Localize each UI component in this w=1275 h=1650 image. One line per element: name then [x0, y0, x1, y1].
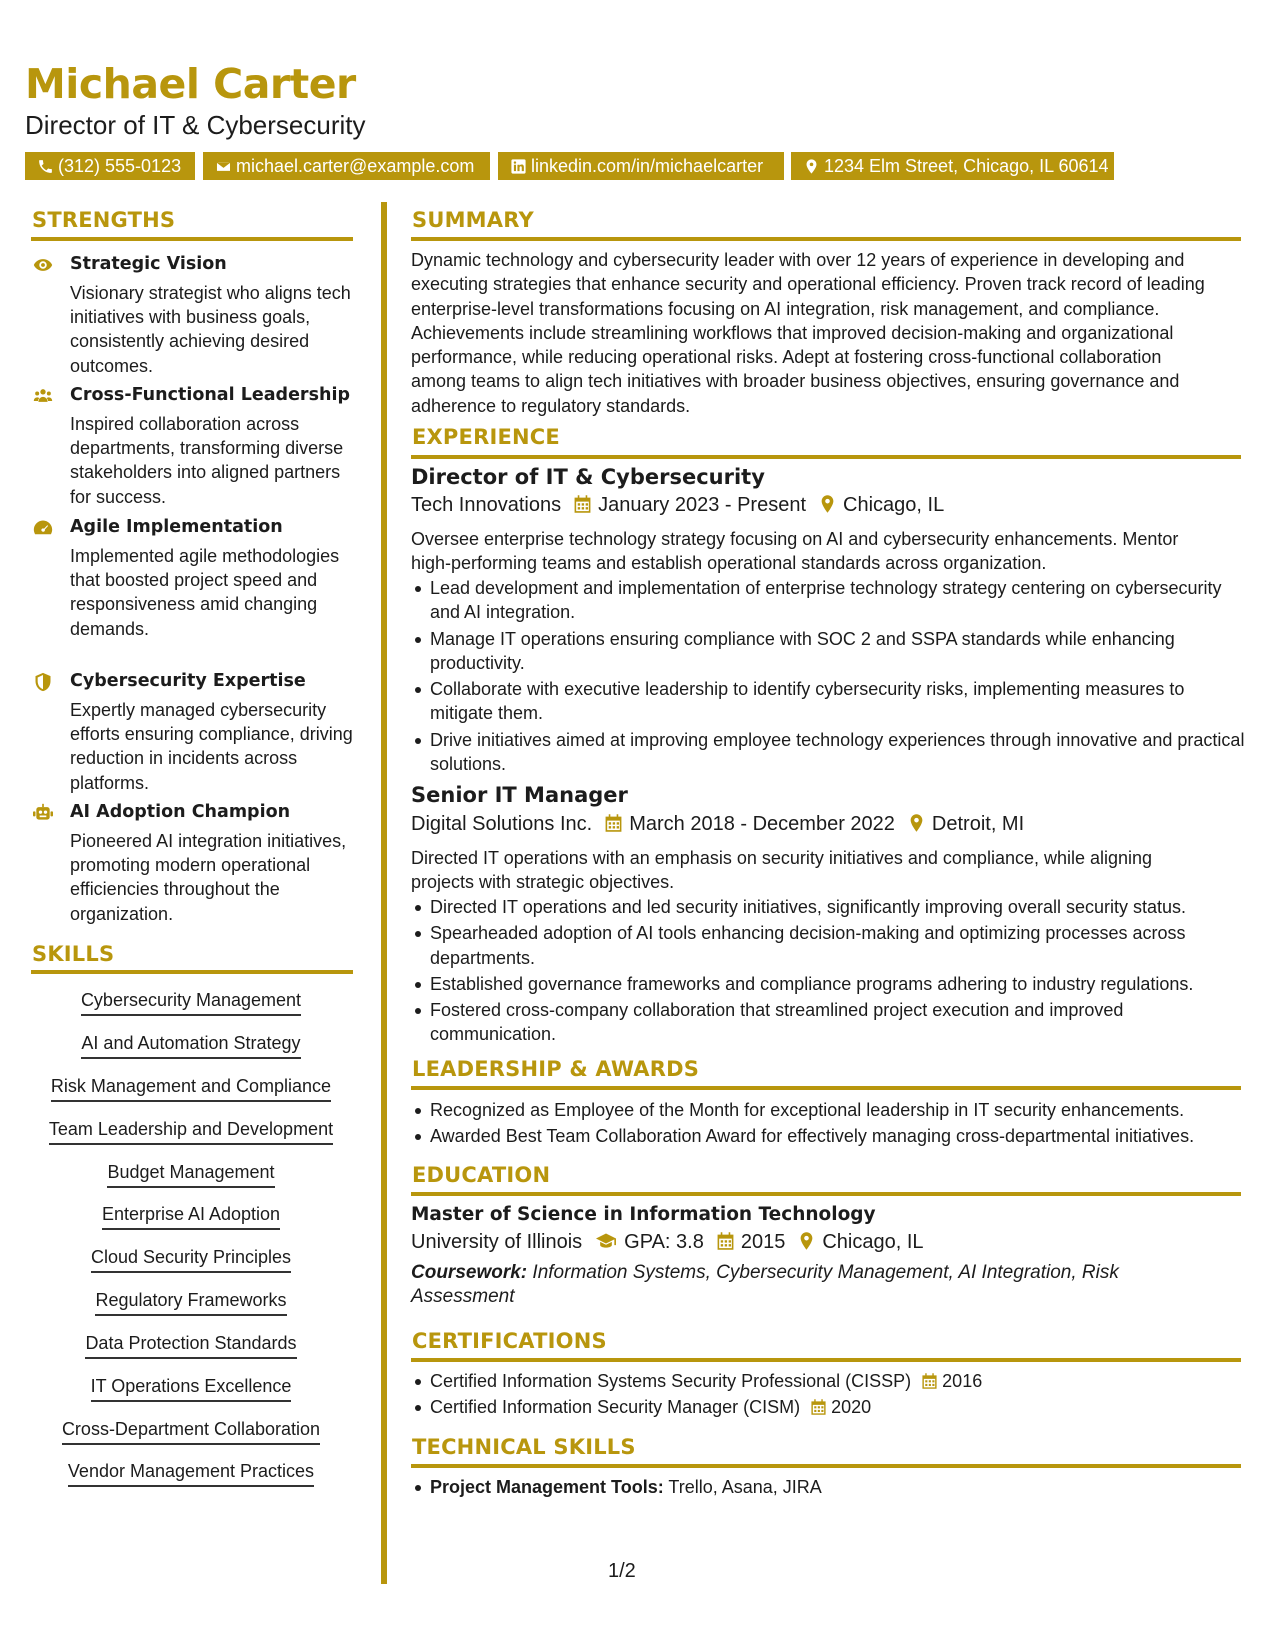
- education-rule: [411, 1192, 1241, 1196]
- users-icon: [32, 386, 56, 408]
- calendar-icon: [716, 1231, 735, 1251]
- technical-skill-item: [430, 1475, 1250, 1499]
- certification-name: Certified Information Systems Security Professional (CISSP): [430, 1371, 912, 1391]
- coursework-label: Coursework:: [411, 1262, 528, 1283]
- certifications-list: [411, 1369, 1250, 1422]
- phone-pill[interactable]: [25, 152, 195, 180]
- shield-icon: [32, 672, 56, 694]
- education-meta: [411, 1231, 924, 1254]
- skill-item: Vendor Management Practices: [32, 1461, 350, 1487]
- certifications-rule: [411, 1358, 1241, 1362]
- job-location: Detroit, MI: [931, 813, 1025, 835]
- technical-skill-label: Project Management Tools:: [430, 1477, 664, 1497]
- skill-item: Cross-Department Collaboration: [32, 1419, 350, 1445]
- address-text: 1234 Elm Street, Chicago, IL 60614: [824, 156, 1109, 176]
- summary-text: Dynamic technology and cybersecurity leader with over 12 years of experience in developing and executing strategies that enhance security and operational efficiency. Proven track record of leading enterprise-level transformations focusing on AI integration, risk management, and compliance. Achievements include streamlining workflows that improved decision-making and organizational performance, while reducing operational risks. Adept at fostering cross-functional collaboration among teams to align tech initiatives with broader business objectives, ensuring governance and adherence to regulatory standards.: [411, 250, 1205, 416]
- certifications-heading: CERTIFICATIONS: [412, 1329, 607, 1353]
- skills-rule: [31, 970, 353, 974]
- graduation-cap-icon: [594, 1231, 618, 1251]
- linkedin-pill[interactable]: [498, 152, 784, 180]
- calendar-icon: [604, 813, 623, 833]
- phone-text: (312) 555-0123: [58, 156, 182, 176]
- skill-item: Data Protection Standards: [32, 1333, 350, 1359]
- strength-title: AI Adoption Champion: [70, 802, 291, 822]
- skill-item: IT Operations Excellence: [32, 1376, 350, 1402]
- candidate-title: Director of IT & Cybersecurity: [25, 110, 366, 140]
- job-dates: January 2023 - Present: [598, 494, 807, 516]
- candidate-name: Michael Carter: [25, 60, 356, 108]
- job-meta: [411, 494, 944, 517]
- linkedin-icon: [510, 158, 527, 175]
- technical-skill-value: Trello, Asana, JIRA: [668, 1477, 822, 1497]
- envelope-icon: [215, 158, 232, 175]
- coursework-text: Information Systems, Cybersecurity Management, AI Integration, Risk Assessment: [411, 1262, 1119, 1307]
- skill-item: Team Leadership and Development: [32, 1119, 350, 1145]
- job-title: Director of IT & Cybersecurity: [411, 465, 765, 489]
- experience-rule: [411, 455, 1241, 459]
- job-location: Chicago, IL: [843, 494, 945, 516]
- map-pin-icon: [818, 494, 837, 514]
- job-title: Senior IT Manager: [411, 783, 628, 807]
- bullet-item: Collaborate with executive leadership to identify cybersecurity risks, implementing measures to mitigate them.: [430, 677, 1250, 726]
- school-name: University of Illinois: [411, 1231, 583, 1253]
- strength-desc: Visionary strategist who aligns tech initiatives with business goals, consistently achieving desired outcomes.: [70, 283, 351, 376]
- bullet-item: Spearheaded adoption of AI tools enhancing decision-making and optimizing processes across departments.: [430, 921, 1250, 970]
- company-name: Digital Solutions Inc.: [411, 813, 593, 835]
- calendar-icon: [810, 1398, 827, 1416]
- bullet-item: Directed IT operations and led security initiatives, significantly improving overall security status.: [430, 895, 1250, 919]
- skill-item: AI and Automation Strategy: [32, 1033, 350, 1059]
- map-pin-icon: [907, 813, 926, 833]
- skill-item: Enterprise AI Adoption: [32, 1204, 350, 1230]
- email-text: michael.carter@example.com: [236, 156, 475, 176]
- bullet-item: Manage IT operations ensuring compliance with SOC 2 and SSPA standards while enhancing productivity.: [430, 627, 1250, 676]
- job-dates: March 2018 - December 2022: [629, 813, 895, 835]
- awards-list: [411, 1098, 1250, 1151]
- calendar-icon: [921, 1372, 938, 1390]
- technical-skills-heading: TECHNICAL SKILLS: [412, 1435, 636, 1459]
- strength-desc: Pioneered AI integration initiatives, promoting modern operational efficiencies throughout the organization.: [70, 831, 347, 924]
- certification-year: 2020: [831, 1397, 872, 1418]
- robot-icon: [32, 803, 56, 825]
- awards-heading: LEADERSHIP & AWARDS: [412, 1057, 700, 1081]
- phone-icon: [37, 158, 54, 175]
- coursework: [411, 1261, 1151, 1309]
- certification-item: [430, 1395, 1250, 1419]
- bullet-item: Established governance frameworks and compliance programs adhering to industry regulations.: [430, 972, 1250, 996]
- strength-title: Strategic Vision: [70, 254, 227, 274]
- job-bullets: [411, 895, 1250, 1049]
- page-number: 1/2: [608, 1560, 636, 1582]
- strength-desc: Implemented agile methodologies that boosted project speed and responsiveness amid changing demands.: [70, 546, 340, 639]
- strengths-heading: STRENGTHS: [32, 208, 176, 232]
- bullet-item: Fostered cross-company collaboration that streamlined project execution and improved communication.: [430, 998, 1250, 1047]
- email-pill[interactable]: [203, 152, 490, 180]
- degree: Master of Science in Information Technology: [411, 1204, 876, 1225]
- job-meta: [411, 813, 1024, 836]
- experience-heading: EXPERIENCE: [412, 425, 560, 449]
- awards-rule: [411, 1086, 1241, 1090]
- address-pill: [791, 152, 1114, 180]
- education-heading: EDUCATION: [412, 1163, 551, 1187]
- job-summary: Directed IT operations with an emphasis on security initiatives and compliance, while aligning projects with strategic objectives.: [411, 848, 1153, 893]
- strength-title: Agile Implementation: [70, 517, 283, 537]
- bullet-item: Lead development and implementation of enterprise technology strategy centering on cybersecurity and AI integration.: [430, 576, 1250, 625]
- strength-title: Cybersecurity Expertise: [70, 671, 306, 691]
- school-location: Chicago, IL: [822, 1231, 924, 1253]
- linkedin-text: linkedin.com/in/michaelcarter: [531, 156, 764, 176]
- skill-item: Cloud Security Principles: [32, 1247, 350, 1273]
- certification-year: 2016: [942, 1371, 983, 1391]
- column-divider: [381, 202, 387, 1584]
- technical-skills-rule: [411, 1464, 1241, 1468]
- calendar-icon: [573, 494, 592, 514]
- eye-icon: [32, 255, 56, 277]
- certification-item: [430, 1369, 1250, 1393]
- skill-item: Regulatory Frameworks: [32, 1290, 350, 1316]
- strengths-rule: [31, 237, 353, 241]
- skill-item: Cybersecurity Management: [32, 990, 350, 1016]
- technical-skills-list: [411, 1475, 1250, 1501]
- bullet-item: Drive initiatives aimed at improving employee technology experiences through innovative and practical solutions.: [430, 728, 1250, 777]
- bullet-item: Recognized as Employee of the Month for exceptional leadership in IT security enhancements.: [430, 1098, 1250, 1122]
- map-pin-icon: [797, 1231, 816, 1251]
- strength-title: Cross-Functional Leadership: [70, 385, 350, 405]
- gauge-icon: [32, 518, 56, 540]
- gpa: GPA: 3.8: [624, 1231, 704, 1253]
- job-bullets: [411, 576, 1250, 778]
- strength-desc: Expertly managed cybersecurity efforts ensuring compliance, driving reduction in incidents across platforms.: [70, 700, 353, 793]
- job-summary: Oversee enterprise technology strategy focusing on AI and cybersecurity enhancements. Mentor high-performing teams and establish operational standards across organization.: [411, 529, 1179, 574]
- summary-rule: [411, 237, 1241, 241]
- graduation-year: 2015: [740, 1231, 786, 1253]
- strength-desc: Inspired collaboration across departments, transforming diverse stakeholders into aligned partners for success.: [70, 414, 344, 507]
- skills-heading: SKILLS: [32, 942, 115, 966]
- map-pin-icon: [803, 158, 820, 175]
- summary-heading: SUMMARY: [412, 208, 534, 232]
- bullet-item: Awarded Best Team Collaboration Award for effectively managing cross-departmental initiatives.: [430, 1124, 1250, 1148]
- certification-name: Certified Information Security Manager (CISM): [430, 1397, 801, 1418]
- skill-item: Risk Management and Compliance: [32, 1076, 350, 1102]
- skill-item: Budget Management: [32, 1162, 350, 1188]
- company-name: Tech Innovations: [411, 494, 562, 516]
